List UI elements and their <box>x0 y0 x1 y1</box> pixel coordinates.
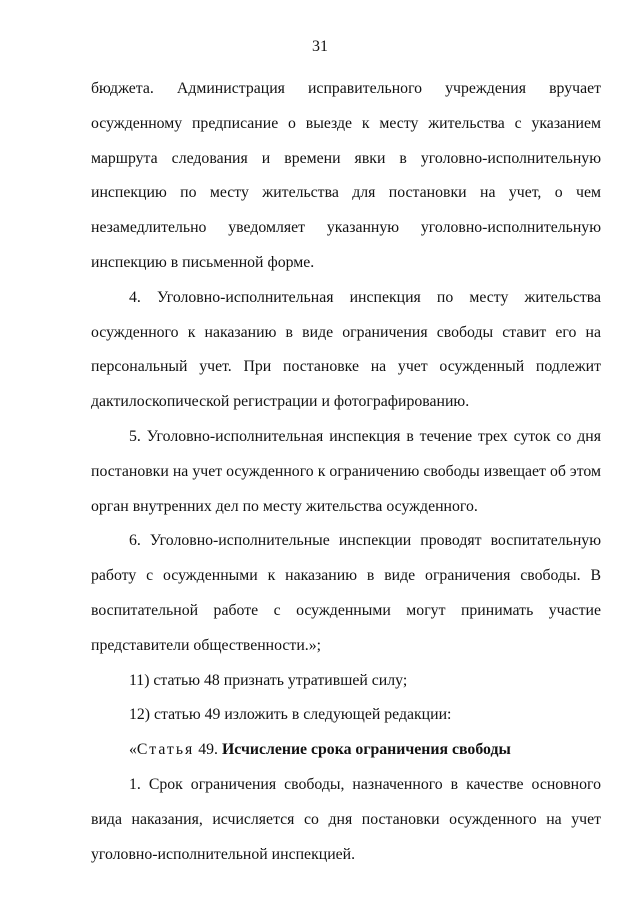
paragraph-item-12: 12) статью 49 изложить в следующей редакции: <box>129 706 452 724</box>
document-body <box>91 72 601 872</box>
paragraph-item-4: 4. Уголовно-исполнительная инспекция по месту жительства осужденного к наказанию в виде ограничения свободы ставит его на персональный учет. При постановке на учет осужденный подлежит дактилоскопической регистрации и фотографированию. <box>91 288 601 411</box>
article-heading-prefix: « <box>129 741 137 759</box>
article-heading-word: Статья <box>136 741 195 759</box>
paragraph-continuation: бюджета. Администрация исправительного учреждения вручает осужденному предписание о выезде к месту жительства с указанием маршрута следования и времени явки в уголовно-исполнительную инспекцию по месту жительства для постановки на учет, о чем незамедлительно уведомляет указанную уголовно-исполнительную инспекцию в письменной форме. <box>91 80 601 271</box>
article-heading <box>91 733 601 768</box>
paragraph-item-5: 5. Уголовно-исполнительная инспекция в течение трех суток со дня постановки на учет осужденного к ограничению свободы извещает об этом орган внутренних дел по месту жительства осужденного. <box>91 427 601 515</box>
page-number: 31 <box>312 38 328 55</box>
paragraph-article-49-item-1: 1. Срок ограничения свободы, назначенного в качестве основного вида наказания, исчисляется со дня постановки осужденного на учет уголовно-исполнительной инспекцией. <box>91 775 601 863</box>
paragraph-item-11: 11) статью 48 признать утратившей силу; <box>129 671 408 689</box>
paragraph-item-6: 6. Уголовно-исполнительные инспекции проводят воспитательную работу с осужденными к наказанию в виде ограничения свободы. В воспитательной работе с осужденными могут принимать участие представители общественности.»; <box>91 532 601 654</box>
article-heading-number: 49. <box>194 741 222 759</box>
article-heading-title: Исчисление срока ограничения свободы <box>221 741 511 759</box>
